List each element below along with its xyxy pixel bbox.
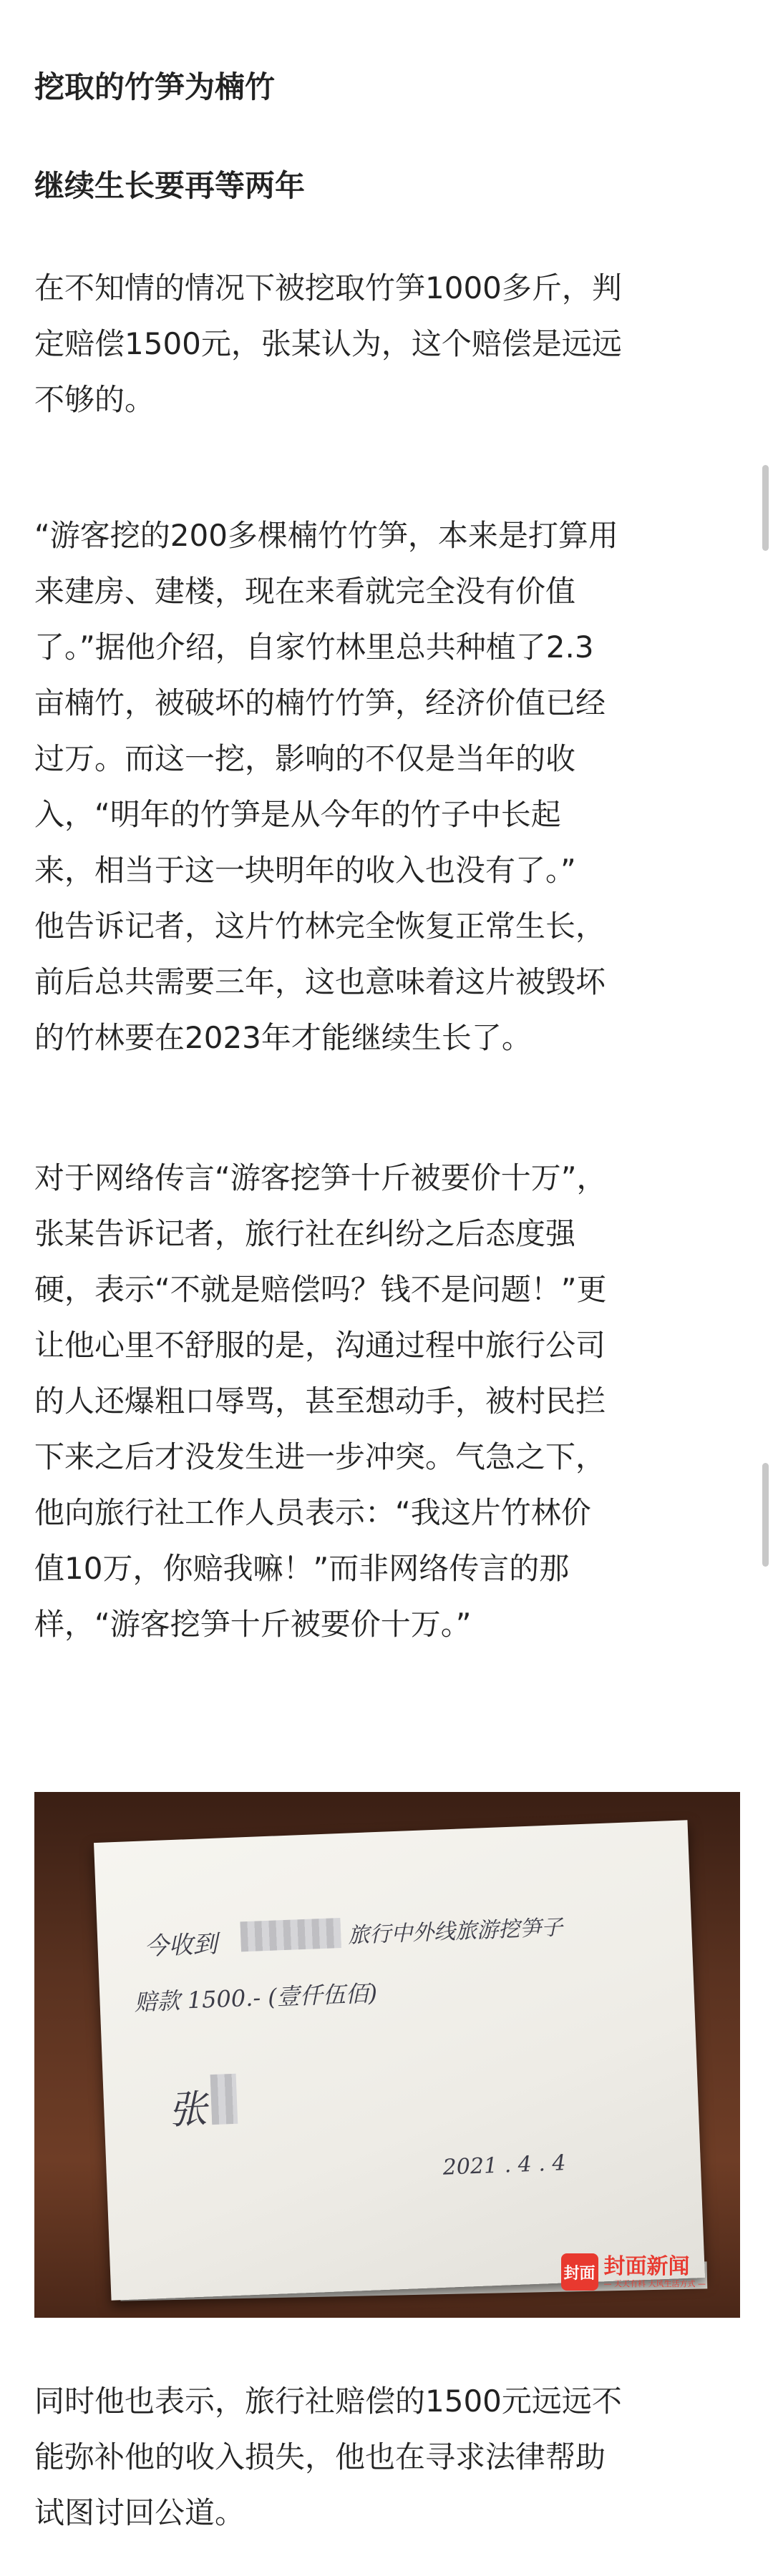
watermark-subtitle: — 天天有料 大风生活方式 —	[603, 2279, 706, 2288]
fengmian-watermark	[561, 2253, 706, 2291]
fengmian-logo-icon: 封面	[561, 2253, 598, 2291]
watermark-text	[604, 2255, 706, 2289]
paragraph-4	[34, 2374, 743, 2541]
receipt-paper	[94, 1820, 705, 2300]
paragraph-2	[34, 508, 743, 1066]
scrollbar-thumb-upper[interactable]	[762, 465, 769, 551]
paragraph-line: 让他心里不舒服的是，沟通过程中旅行公司	[34, 1328, 606, 1363]
receipt-signature: 张	[167, 2086, 208, 2133]
blurred-signature	[210, 2074, 238, 2125]
paragraph-line: 对于网络传言“游客挖笋十斤被要价十万”，	[34, 1160, 607, 1195]
paragraph-line: 他向旅行社工作人员表示：“我这片竹林价	[34, 1495, 591, 1530]
paragraph-line: 在不知情的情况下被挖取竹笋1000多斤，判	[34, 270, 622, 305]
paragraph-line: 了。”据他介绍，自家竹林里总共种植了2.3	[34, 630, 594, 665]
paragraph-line: 来，相当于这一块明年的收入也没有了。”	[34, 853, 576, 888]
paragraph-line: 的人还爆粗口辱骂，甚至想动手，被村民拦	[34, 1384, 606, 1419]
receipt-text-line-1: 今收到	[143, 1929, 218, 1962]
paragraph-line: 样，“游客挖笋十斤被要价十万。”	[34, 1607, 472, 1642]
receipt-text-line-1-tail: 旅行中外线旅游挖笋子	[347, 1915, 563, 1949]
paragraph-line: 值10万，你赔我嘛！”而非网络传言的那	[34, 1551, 570, 1586]
paragraph-line: 入，“明年的竹笋是从今年的竹子中长起	[34, 797, 561, 832]
blurred-name	[240, 1918, 341, 1951]
section-heading-1: 挖取的竹笋为楠竹	[34, 69, 276, 104]
paragraph-line: 能弥补他的收入损失，他也在寻求法律帮助	[34, 2439, 606, 2474]
paragraph-line: 张某告诉记者，旅行社在纠纷之后态度强	[34, 1216, 576, 1251]
paragraph-line: 前后总共需要三年，这也意味着这片被毁坏	[34, 964, 606, 999]
paragraph-line: 试图讨回公道。	[34, 2495, 245, 2530]
receipt-date: 2021 . 4 . 4	[442, 2150, 567, 2180]
paragraph-line: 不够的。	[34, 382, 155, 417]
receipt-text-line-2: 赔款 1500.- (壹仟伍佰)	[133, 1979, 378, 2017]
paragraph-line: 硬，表示“不就是赔偿吗？钱不是问题！”更	[34, 1272, 607, 1307]
paragraph-1	[34, 260, 743, 428]
paragraph-line: 同时他也表示，旅行社赔偿的1500元远远不	[34, 2384, 622, 2419]
scrollbar-thumb-lower[interactable]	[762, 1463, 769, 1567]
paragraph-line: 来建房、建楼，现在来看就完全没有价值	[34, 574, 576, 609]
paragraph-line: 过万。而这一挖，影响的不仅是当年的收	[34, 741, 576, 776]
paragraph-line: “游客挖的200多棵楠竹竹笋，本来是打算用	[34, 518, 618, 553]
paragraph-line: 下来之后才没发生进一步冲突。气急之下，	[34, 1439, 606, 1474]
paragraph-line: 亩楠竹，被破坏的楠竹竹笋，经济价值已经	[34, 685, 606, 720]
receipt-photo	[34, 1792, 740, 2318]
watermark-title: 封面新闻	[603, 2254, 690, 2279]
paragraph-line: 他告诉记者，这片竹林完全恢复正常生长，	[34, 909, 606, 944]
section-heading-2: 继续生长要再等两年	[34, 168, 306, 203]
paragraph-line: 的竹林要在2023年才能继续生长了。	[34, 1020, 532, 1055]
paragraph-line: 定赔偿1500元，张某认为，这个赔偿是远远	[34, 326, 622, 361]
paragraph-3	[34, 1150, 743, 1652]
